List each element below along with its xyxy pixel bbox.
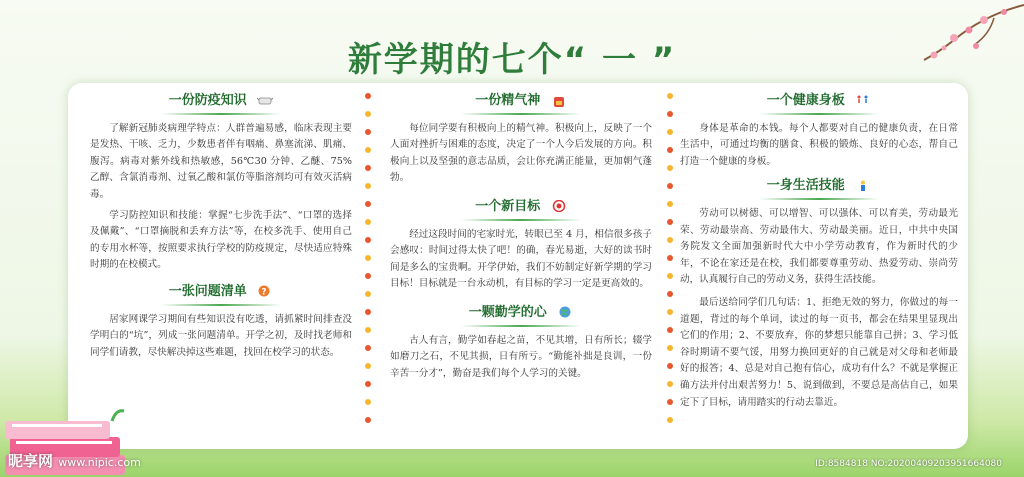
- paragraph: 每位同学要有积极向上的精气神。积极向上，反映了一个人面对挫折与困难的态度，决定了一个人今后发展的方向。积极向上以及坚强的意志品质，会让你充满正能量，更加朝气蓬勃。: [390, 122, 652, 184]
- dot-divider: [666, 93, 674, 433]
- paragraph: 古人有言，勤学如春起之苗，不见其增，日有所长；辍学如磨刀之石，不见其损，日有所亏。“勤能补拙是良训，一份辛苦一分才”，勤奋是我们每个人学习的关键。: [390, 334, 652, 379]
- divider-dot: [365, 309, 371, 315]
- divider-dot: [365, 291, 371, 297]
- divider-dot: [667, 291, 673, 297]
- divider-dot: [365, 417, 371, 423]
- question-icon: [257, 285, 273, 297]
- svg-text:?: ?: [261, 287, 267, 298]
- paragraph: 学习防控知识和技能：掌握“七步洗手法”、“口罩的选择及佩戴”、“口罩摘脱和丢弃方法”等，在校多洗手、使用自己的专用水杯等，按照要求执行学校的防疫规定，尽快适应特殊时期的在校模式。: [90, 209, 352, 271]
- divider-dot: [667, 327, 673, 333]
- backpack-icon: [551, 95, 567, 107]
- divider-dot: [365, 345, 371, 351]
- divider-dot: [667, 345, 673, 351]
- divider-dot: [667, 273, 673, 279]
- divider-dot: [365, 147, 371, 153]
- column-left: [90, 89, 352, 441]
- paragraph: 了解新冠肺炎病理学特点：人群普遍易感，临床表现主要是发热、干咳、乏力，少数患者伴有咽痛、鼻塞流涕、肌痛、腹泻。病毒对紫外线和热敏感，56℃30 分钟、乙醚、75% 乙醇、含氯消毒剂、过氧乙酸和氯仿等脂溶剂均可有效灭活病毒。: [90, 122, 352, 200]
- divider-dot: [365, 381, 371, 387]
- divider-dot: [667, 255, 673, 261]
- divider-dot: [365, 219, 371, 225]
- section-heading-new-goal: 一个新目标: [390, 199, 652, 221]
- section-heading-spirit: 一份精气神: [390, 93, 652, 115]
- column-right: [680, 89, 958, 441]
- divider-dot: [667, 399, 673, 405]
- watermark-url: www.nipic.com: [58, 456, 141, 469]
- divider-dot: [667, 165, 673, 171]
- divider-dot: [667, 183, 673, 189]
- globe-icon: [557, 306, 573, 318]
- divider-dot: [667, 111, 673, 117]
- divider-dot: [667, 129, 673, 135]
- divider-dot: [365, 129, 371, 135]
- divider-dot: [667, 147, 673, 153]
- divider-dot: [365, 399, 371, 405]
- image-id-text: ID:8584818 NO:20200409203951664080: [815, 459, 1002, 469]
- divider-dot: [667, 93, 673, 99]
- divider-dot: [667, 309, 673, 315]
- column-middle: [390, 89, 652, 441]
- divider-dot: [667, 201, 673, 207]
- divider-dot: [365, 93, 371, 99]
- runners-icon: [855, 95, 871, 107]
- divider-dot: [365, 273, 371, 279]
- page-title: 新学期的七个“ 一 ”: [347, 40, 677, 80]
- paragraph: 居家网课学习期间有些知识没有吃透，请抓紧时间排查没学明白的“坑”，列成一张问题清单。开学之初，及时找老师和同学们请教，尽快解决掉这些难题，找回在校学习的状态。: [90, 313, 352, 358]
- dot-divider: [364, 93, 372, 433]
- divider-dot: [365, 201, 371, 207]
- section-heading-epidemic: 一份防疫知识: [90, 93, 352, 115]
- divider-dot: [667, 237, 673, 243]
- mask-icon: [257, 95, 273, 107]
- divider-dot: [365, 111, 371, 117]
- divider-dot: [365, 183, 371, 189]
- watermark-brand: 昵享网: [8, 452, 54, 470]
- section-heading-diligent-heart: 一颗勤学的心: [390, 305, 652, 327]
- paragraph: 身体是革命的本钱。每个人都要对自己的健康负责，在日常生活中，可通过均衡的膳食、积极的锻炼、良好的心态，帮自己打造一个健康的身板。: [680, 122, 958, 167]
- target-icon: [551, 200, 567, 212]
- paragraph: 经过这段时间的宅家时光，转眼已至 4 月，相信很多孩子会感叹：时间过得太快了吧！的确，春光易逝，大好的读书时间是多么的宝贵啊。开学伊始，我们不妨制定好新学期的学习目标！目标就是一台永动机，有目标的学习一定是更高效的。: [390, 228, 652, 290]
- section-heading-life-skills: 一身生活技能: [680, 178, 958, 200]
- divider-dot: [365, 255, 371, 261]
- divider-dot: [365, 237, 371, 243]
- divider-dot: [667, 417, 673, 423]
- divider-dot: [667, 381, 673, 387]
- content-panel: [68, 83, 968, 449]
- paragraph: 劳动可以树德、可以增智、可以强体、可以育美，劳动最光荣、劳动最崇高、劳动最伟大、劳动最美丽。近日，中共中央国务院发文全面加强新时代大中小学劳动教育，作为新时代的少年，不论在家还是在校，我们都要尊重劳动、热爱劳动、崇尚劳动，认真履行自己的劳动义务，获得生活技能。: [680, 207, 958, 286]
- divider-dot: [365, 165, 371, 171]
- worker-icon: [855, 180, 871, 192]
- paragraph: 最后送给同学们几句话：1、拒绝无效的努力，你做过的每一道题，背过的每个单词，读过的每一页书，都会在结果里显现出它们的作用；2、不要放弃，你的梦想只能靠自己拼；3、学习低谷时期请不要气馁，用努力换回更好的自己就是对父母和老师最好的报答；4、总是对自己抱有信心，成功有什么？不就是掌握正确方法并付出艰苦努力！5、说到做到，不要总是高估自己，如果定下了目标，请用踏实的行动去靠近。: [680, 296, 958, 408]
- section-heading-question-list: 一张问题清单 ?: [90, 284, 352, 306]
- divider-dot: [667, 219, 673, 225]
- divider-dot: [667, 363, 673, 369]
- divider-dot: [365, 327, 371, 333]
- section-heading-healthy-body: 一个健康身板: [680, 93, 958, 115]
- watermark: [8, 450, 141, 471]
- divider-dot: [365, 363, 371, 369]
